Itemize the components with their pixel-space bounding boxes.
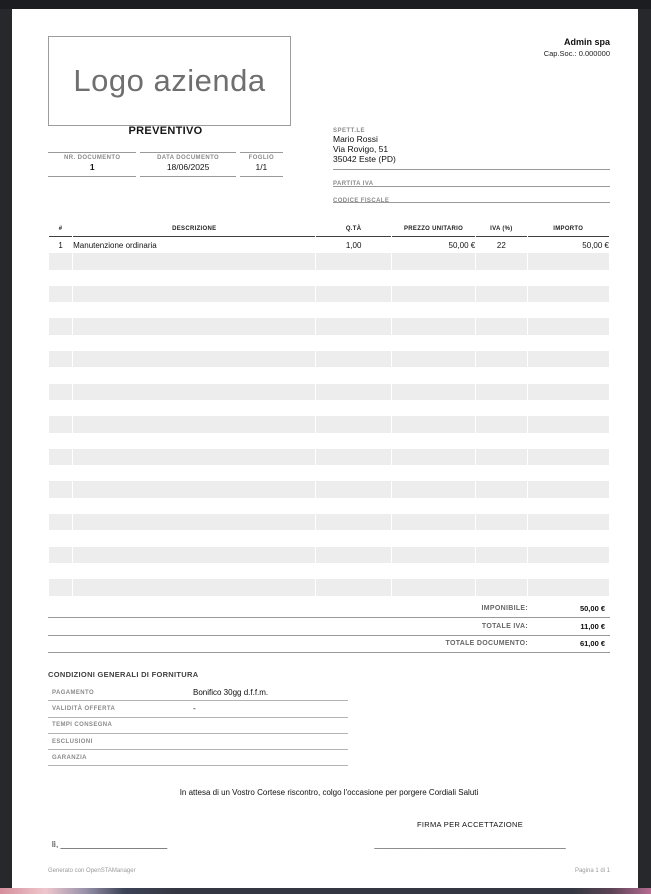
col-header-quantity: Q.TÀ (316, 224, 390, 237)
condition-row-payment (48, 685, 348, 701)
empty-row (49, 433, 609, 449)
offer-validity-label: VALIDITÀ OFFERTA (52, 705, 116, 712)
conditions-section (48, 670, 348, 766)
item-row (49, 237, 609, 253)
item-number: 1 (58, 240, 63, 250)
empty-row (49, 416, 609, 432)
customer-city: 35042 Este (PD) (333, 154, 396, 164)
vat-total-value: 11,00 € (580, 621, 605, 631)
doc-sheet-cell (240, 152, 283, 177)
empty-row (49, 302, 609, 318)
doc-sheet-label: FOGLIO (248, 155, 275, 161)
empty-row (49, 465, 609, 481)
doc-number-cell (48, 152, 136, 177)
condition-row-exclusions (48, 734, 348, 750)
doc-date-cell (140, 152, 235, 177)
empty-row (49, 563, 609, 579)
payment-label: PAGAMENTO (52, 689, 95, 696)
company-logo-text: Logo azienda (73, 63, 266, 98)
empty-row (49, 270, 609, 286)
col-header-description: DESCRIZIONE (73, 224, 315, 237)
condition-row-warranty (48, 750, 348, 766)
doc-date-value: 18/06/2025 (166, 162, 210, 172)
document-total-row (48, 636, 610, 654)
customer-name: Mario Rossi (333, 134, 378, 144)
conditions-title: CONDIZIONI GENERALI DI FORNITURA (48, 670, 199, 679)
document-total-label: TOTALE DOCUMENTO: (445, 640, 528, 648)
company-logo-placeholder (48, 36, 291, 126)
generator-credit: Generato con OpenSTAManager (48, 868, 136, 874)
signature-block (330, 820, 610, 849)
warranty-label: GARANZIA (52, 754, 87, 761)
empty-row (49, 351, 609, 367)
empty-row (49, 367, 609, 383)
empty-row (49, 400, 609, 416)
empty-row (49, 253, 609, 269)
empty-row (49, 481, 609, 497)
subtotal-label: IMPONIBILE: (481, 604, 528, 612)
closing-text: In attesa di un Vostro Cortese riscontro, colgo l'occasione per porgere Cordiali Saluti (179, 788, 479, 797)
desktop-wallpaper-strip (0, 888, 651, 894)
fiscal-code-label: CODICE FISCALE (333, 197, 390, 204)
vat-number-label: PARTITA IVA (333, 181, 374, 187)
items-table (48, 224, 610, 596)
col-header-unit-price: PREZZO UNITARIO (392, 224, 475, 237)
signature-line: ___________________________________________ (374, 840, 566, 849)
fiscal-code-field (333, 187, 610, 204)
customer-block (333, 128, 610, 203)
item-unit-price: 50,00 € (448, 240, 476, 250)
delivery-time-label: TEMPI CONSEGNA (52, 722, 113, 729)
page-footer (48, 868, 610, 874)
empty-row (49, 449, 609, 465)
signature-title: FIRMA PER ACCETTAZIONE (416, 820, 524, 829)
items-header-row (49, 224, 609, 237)
document-total-value: 61,00 € (579, 639, 605, 649)
company-info (544, 37, 610, 58)
item-description: Manutenzione ordinaria (73, 240, 157, 250)
vat-total-row (48, 618, 610, 636)
col-header-number: # (49, 224, 72, 237)
vat-number-field (333, 170, 610, 187)
empty-row (49, 547, 609, 563)
condition-row-offer-validity (48, 701, 348, 717)
company-capital: Cap.Soc.: 0.000000 (543, 49, 610, 58)
empty-row (49, 318, 609, 334)
empty-row (49, 335, 609, 351)
document-page (12, 9, 638, 888)
vat-total-label: TOTALE IVA: (481, 622, 528, 630)
empty-row (49, 498, 609, 514)
company-name: Admin spa (563, 37, 610, 47)
subtotal-value: 50,00 € (579, 603, 605, 613)
empty-row (49, 286, 609, 302)
offer-validity-value: - (193, 704, 196, 714)
doc-number-label: NR. DOCUMENTO (64, 155, 121, 161)
window-top-bar (0, 0, 651, 9)
place-date-line: lì, ________________________ (52, 840, 168, 849)
empty-row (49, 530, 609, 546)
doc-date-label: DATA DOCUMENTO (157, 155, 220, 161)
condition-row-delivery-time (48, 718, 348, 734)
item-vat: 22 (496, 240, 506, 250)
customer-street: Via Rovigo, 51 (333, 144, 389, 154)
doc-number-value: 1 (89, 162, 95, 172)
col-header-vat: IVA (%) (476, 224, 526, 237)
empty-row (49, 514, 609, 530)
exclusions-label: ESCLUSIONI (52, 738, 93, 745)
payment-value: Bonifico 30gg d.f.f.m. (193, 688, 269, 698)
col-header-amount: IMPORTO (528, 224, 609, 237)
empty-row (49, 384, 609, 400)
totals-section (48, 600, 610, 653)
page-number: Pagina 1 di 1 (574, 868, 610, 874)
item-quantity: 1,00 (345, 240, 362, 250)
doc-sheet-value: 1/1 (255, 162, 268, 172)
empty-row (49, 579, 609, 595)
item-amount: 50,00 € (582, 240, 609, 250)
subtotal-row (48, 600, 610, 618)
customer-salutation-label: SPETT.LE (333, 128, 366, 134)
document-title: PREVENTIVO (128, 125, 203, 137)
document-info-strip (48, 152, 283, 177)
